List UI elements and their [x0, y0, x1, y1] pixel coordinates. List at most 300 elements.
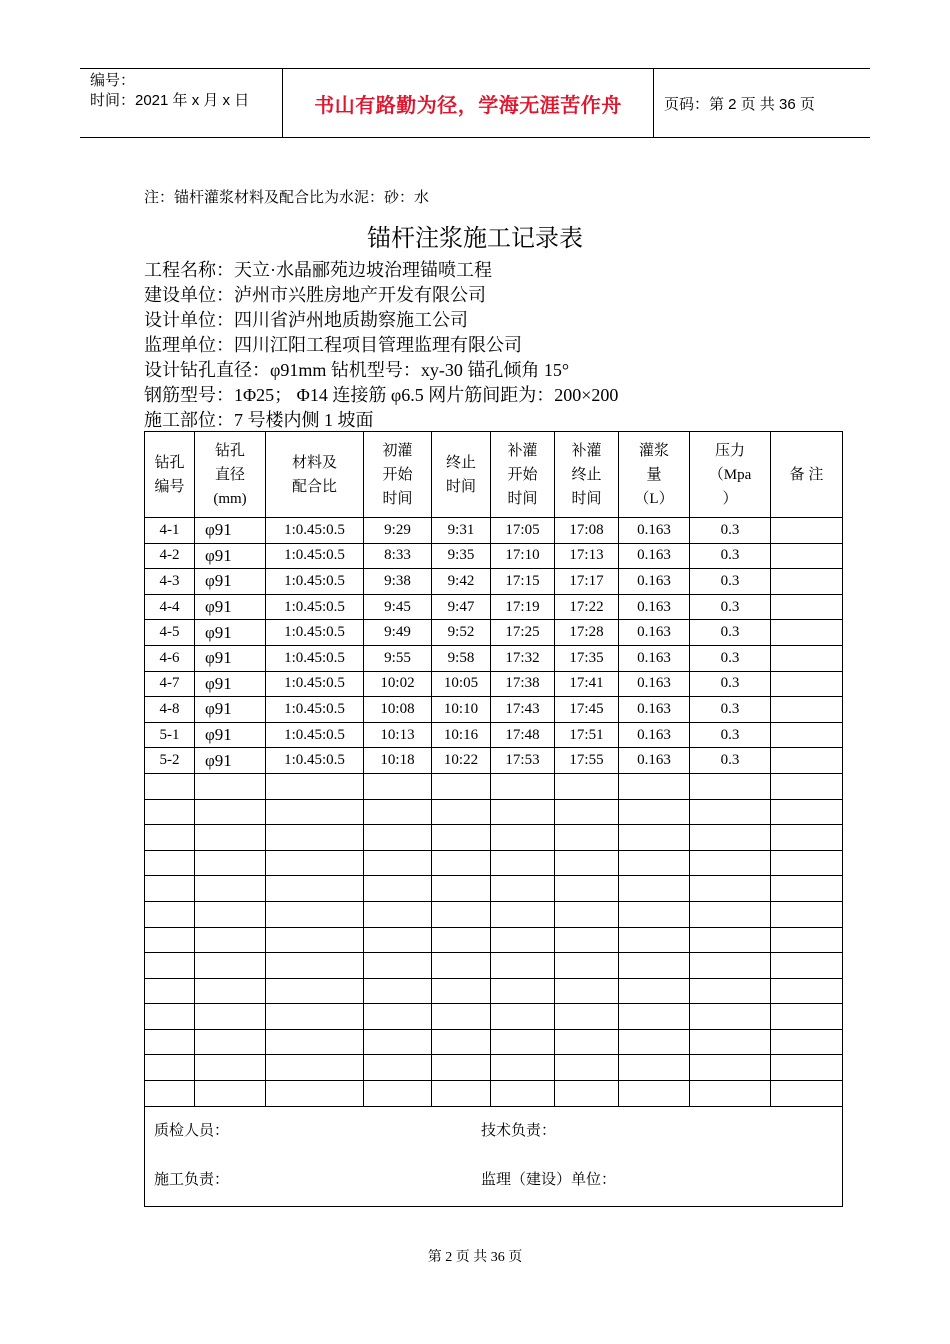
table-cell [266, 927, 364, 953]
table-cell [266, 1029, 364, 1055]
table-cell [771, 543, 843, 569]
table-cell: 0.3 [690, 569, 771, 595]
table-cell [619, 927, 690, 953]
table-cell [555, 799, 619, 825]
table-cell: 1:0.45:0.5 [266, 748, 364, 774]
table-cell [771, 850, 843, 876]
table-cell [195, 927, 266, 953]
table-row [145, 773, 843, 799]
table-cell [266, 773, 364, 799]
column-header-line: 初灌 [382, 442, 413, 459]
table-cell: 17:13 [555, 543, 619, 569]
table-row [145, 697, 843, 723]
table-cell [771, 799, 843, 825]
table-cell: 17:17 [555, 569, 619, 595]
table-cell: 0.163 [619, 594, 690, 620]
table-row [145, 1029, 843, 1055]
table-cell [491, 1004, 555, 1030]
table-cell: 17:48 [491, 722, 555, 748]
table-cell [771, 697, 843, 723]
table-cell [771, 722, 843, 748]
table-cell [364, 953, 432, 979]
table-cell [145, 978, 195, 1004]
table-cell [432, 953, 491, 979]
table-cell: 4-5 [145, 620, 195, 646]
column-header-line: 时间 [382, 490, 413, 507]
table-cell [266, 901, 364, 927]
table-cell [771, 645, 843, 671]
column-header-line: 时间 [445, 478, 476, 495]
table-cell [491, 773, 555, 799]
table-row [145, 1081, 843, 1107]
table-cell: 9:45 [364, 594, 432, 620]
column-header-line: 开始 [507, 466, 538, 483]
column-header-line: 压力 [714, 442, 745, 459]
table-body [145, 518, 843, 1107]
table-cell [555, 773, 619, 799]
table-cell: 17:43 [491, 697, 555, 723]
column-header-line: 直径 [214, 466, 245, 483]
column-header-line: 终止 [571, 466, 602, 483]
table-cell [491, 978, 555, 1004]
table-cell [491, 850, 555, 876]
construction-lead-label: 施工负责： [154, 1171, 230, 1188]
table-cell [619, 953, 690, 979]
table-cell: 10:22 [432, 748, 491, 774]
table-cell: 0.163 [619, 569, 690, 595]
table-cell [491, 1081, 555, 1107]
table-cell: 9:49 [364, 620, 432, 646]
table-cell [555, 901, 619, 927]
table-cell [266, 850, 364, 876]
table-row [145, 518, 843, 544]
table-cell: 4-2 [145, 543, 195, 569]
table-cell [364, 1029, 432, 1055]
table-cell [771, 671, 843, 697]
column-header [771, 432, 843, 518]
table-cell [555, 978, 619, 1004]
header-motto: 书山有路勤为径，学海无涯苦作舟 [282, 69, 654, 137]
table-cell [364, 773, 432, 799]
table-cell [771, 1081, 843, 1107]
column-header-line: 钻孔 [214, 442, 245, 459]
table-cell: 1:0.45:0.5 [266, 543, 364, 569]
technical-lead-label: 技术负责： [481, 1122, 557, 1139]
table-cell: 1:0.45:0.5 [266, 518, 364, 544]
table-cell: φ91 [195, 518, 266, 544]
table-cell [432, 799, 491, 825]
table-cell: 0.3 [690, 543, 771, 569]
table-cell [771, 978, 843, 1004]
table-cell [195, 953, 266, 979]
table-cell [619, 1004, 690, 1030]
table-cell: 0.3 [690, 518, 771, 544]
table-row [145, 978, 843, 1004]
table-cell [432, 850, 491, 876]
table-cell: 9:42 [432, 569, 491, 595]
table-cell: 1:0.45:0.5 [266, 722, 364, 748]
table-header-row [145, 432, 843, 518]
table-cell [690, 825, 771, 851]
header-page-info: 页码：第 2 页 共 36 页 [664, 95, 815, 113]
material-note: 注：锚杆灌浆材料及配合比为水泥：砂：水 [144, 190, 430, 206]
table-cell: 4-3 [145, 569, 195, 595]
project-info-line: 监理单位：四川江阳工程项目管理监理有限公司 [144, 335, 522, 355]
table-cell [619, 1081, 690, 1107]
table-cell: 17:25 [491, 620, 555, 646]
table-cell: 0.3 [690, 697, 771, 723]
table-cell [619, 978, 690, 1004]
table-cell [364, 1055, 432, 1081]
table-row [145, 748, 843, 774]
table-cell: 5-1 [145, 722, 195, 748]
table-cell: 0.163 [619, 748, 690, 774]
table-cell [771, 876, 843, 902]
column-header-line: ） [722, 490, 738, 507]
table-row [145, 620, 843, 646]
table-row [145, 825, 843, 851]
project-info-line: 钢筋型号：1Φ25； Φ14 连接筋 φ6.5 网片筋间距为：200×200 [144, 385, 619, 405]
table-cell [690, 1004, 771, 1030]
table-cell [364, 927, 432, 953]
table-cell [619, 901, 690, 927]
table-cell [432, 1055, 491, 1081]
table-cell: 17:53 [491, 748, 555, 774]
table-cell: 1:0.45:0.5 [266, 645, 364, 671]
table-cell: 9:52 [432, 620, 491, 646]
table-cell: 10:05 [432, 671, 491, 697]
table-row [145, 543, 843, 569]
table-cell [195, 825, 266, 851]
project-info [144, 258, 618, 433]
table-cell: 10:18 [364, 748, 432, 774]
table-cell [690, 978, 771, 1004]
table-cell [145, 850, 195, 876]
table-cell [364, 901, 432, 927]
table-row [145, 594, 843, 620]
table-cell [619, 1055, 690, 1081]
table-cell [145, 953, 195, 979]
table-cell [364, 799, 432, 825]
table-cell: 1:0.45:0.5 [266, 594, 364, 620]
table-cell [690, 850, 771, 876]
column-header [195, 432, 266, 518]
table-row [145, 953, 843, 979]
table-cell [690, 901, 771, 927]
table-cell: 8:33 [364, 543, 432, 569]
document-title: 锚杆注浆施工记录表 [367, 226, 583, 252]
table-cell [690, 799, 771, 825]
table-cell [364, 978, 432, 1004]
table-cell: 5-2 [145, 748, 195, 774]
table-cell: 17:41 [555, 671, 619, 697]
project-info-line: 设计钻孔直径：φ91mm 钻机型号：xy-30 锚孔倾角 15° [144, 360, 570, 380]
table-cell: φ91 [195, 671, 266, 697]
column-header-line: 灌浆 [638, 442, 669, 459]
table-cell [432, 978, 491, 1004]
table-cell [364, 1081, 432, 1107]
page-footer: 第 2 页 共 36 页 [427, 1250, 523, 1265]
table-cell [266, 1055, 364, 1081]
table-cell: 0.3 [690, 671, 771, 697]
table-cell [491, 953, 555, 979]
signature-row [145, 1106, 843, 1206]
table-row [145, 645, 843, 671]
table-cell: 17:22 [555, 594, 619, 620]
table-cell [195, 1029, 266, 1055]
table-cell [145, 1055, 195, 1081]
table-cell: 4-1 [145, 518, 195, 544]
table-cell: 0.3 [690, 748, 771, 774]
table-cell [555, 825, 619, 851]
column-header-line: 时间 [571, 490, 602, 507]
table-cell [555, 953, 619, 979]
table-cell: 0.163 [619, 671, 690, 697]
table-cell [145, 901, 195, 927]
column-header [555, 432, 619, 518]
table-cell: 1:0.45:0.5 [266, 697, 364, 723]
table-cell: 17:32 [491, 645, 555, 671]
table-cell [619, 1029, 690, 1055]
table-cell: 10:16 [432, 722, 491, 748]
table-row [145, 722, 843, 748]
table-cell: 17:08 [555, 518, 619, 544]
table-cell: 0.3 [690, 645, 771, 671]
table-cell [491, 927, 555, 953]
table-cell [690, 1081, 771, 1107]
table-cell: 9:58 [432, 645, 491, 671]
table-cell [555, 927, 619, 953]
table-row [145, 1055, 843, 1081]
table-cell [619, 850, 690, 876]
table-cell: 17:55 [555, 748, 619, 774]
table-cell: 17:35 [555, 645, 619, 671]
table-cell: 0.163 [619, 645, 690, 671]
table-cell [432, 1029, 491, 1055]
table-cell [432, 876, 491, 902]
table-cell: 0.3 [690, 722, 771, 748]
table-cell [491, 876, 555, 902]
table-cell: 0.163 [619, 543, 690, 569]
table-cell: 4-4 [145, 594, 195, 620]
table-cell [619, 876, 690, 902]
table-cell [771, 927, 843, 953]
table-cell [690, 1055, 771, 1081]
table-cell [771, 825, 843, 851]
table-cell: 4-8 [145, 697, 195, 723]
column-header-line: 开始 [382, 466, 413, 483]
table-row [145, 569, 843, 595]
signature-cell [145, 1106, 843, 1206]
table-cell [491, 825, 555, 851]
table-cell [266, 876, 364, 902]
table-cell: φ91 [195, 569, 266, 595]
table-cell [145, 927, 195, 953]
column-header [690, 432, 771, 518]
table-cell: 9:38 [364, 569, 432, 595]
table-cell [771, 773, 843, 799]
table-cell [266, 1004, 364, 1030]
table-cell: 0.3 [690, 620, 771, 646]
table-cell [771, 594, 843, 620]
table-cell [491, 1029, 555, 1055]
document-number-label: 编号： [90, 72, 136, 89]
table-cell [195, 978, 266, 1004]
table-cell [619, 773, 690, 799]
column-header-line: (mm) [213, 490, 247, 507]
page-header [80, 68, 870, 138]
table-cell [266, 825, 364, 851]
table-cell: 1:0.45:0.5 [266, 620, 364, 646]
column-header [364, 432, 432, 518]
table-cell: φ91 [195, 722, 266, 748]
column-header-line: 补灌 [507, 442, 538, 459]
table-cell: 9:47 [432, 594, 491, 620]
table-cell [690, 953, 771, 979]
table-cell [491, 901, 555, 927]
table-row [145, 876, 843, 902]
table-cell [145, 1029, 195, 1055]
table-cell [195, 876, 266, 902]
table-cell [491, 1055, 555, 1081]
column-header [432, 432, 491, 518]
table-cell [364, 825, 432, 851]
table-cell [555, 1004, 619, 1030]
table-cell: 9:35 [432, 543, 491, 569]
table-cell: 17:45 [555, 697, 619, 723]
table-cell: 17:10 [491, 543, 555, 569]
table-cell [771, 620, 843, 646]
table-cell: 10:02 [364, 671, 432, 697]
table-row [145, 799, 843, 825]
column-header-line: 补灌 [571, 442, 602, 459]
table-cell [432, 901, 491, 927]
column-header-line: 钻孔 [154, 454, 185, 471]
table-cell [771, 569, 843, 595]
table-cell [266, 1081, 364, 1107]
table-cell: 17:05 [491, 518, 555, 544]
table-cell: 4-7 [145, 671, 195, 697]
table-row [145, 927, 843, 953]
table-cell: 0.163 [619, 620, 690, 646]
supervision-unit-label: 监理（建设）单位： [481, 1171, 617, 1188]
table-cell [690, 1029, 771, 1055]
project-info-line: 工程名称：天立·水晶郦苑边坡治理锚喷工程 [144, 260, 492, 280]
table-cell [266, 978, 364, 1004]
table-cell [619, 825, 690, 851]
table-cell: 10:08 [364, 697, 432, 723]
table-cell [195, 1055, 266, 1081]
column-header-line: 配合比 [291, 478, 337, 495]
table-cell [145, 1004, 195, 1030]
table-cell: 17:51 [555, 722, 619, 748]
table-cell [555, 1055, 619, 1081]
table-cell [145, 876, 195, 902]
table-cell [690, 927, 771, 953]
table-cell: φ91 [195, 594, 266, 620]
table-cell [266, 953, 364, 979]
column-header [491, 432, 555, 518]
header-meta [80, 69, 282, 137]
table-cell: φ91 [195, 543, 266, 569]
table-cell: 17:38 [491, 671, 555, 697]
table-cell: 0.163 [619, 518, 690, 544]
column-header-line: 备 注 [789, 466, 824, 483]
table-cell [145, 1081, 195, 1107]
table-cell [432, 1081, 491, 1107]
table-cell: 1:0.45:0.5 [266, 671, 364, 697]
table-cell: 17:19 [491, 594, 555, 620]
table-cell [555, 1029, 619, 1055]
column-header-line: （Mpa [708, 466, 752, 483]
table-cell [145, 825, 195, 851]
table-row [145, 850, 843, 876]
table-cell [364, 1004, 432, 1030]
project-info-line: 施工部位：7 号楼内侧 1 坡面 [144, 410, 374, 430]
table-cell [771, 1029, 843, 1055]
table-cell [145, 773, 195, 799]
table-cell: 4-6 [145, 645, 195, 671]
table-cell [771, 1055, 843, 1081]
table-cell: 10:10 [432, 697, 491, 723]
table-cell [195, 799, 266, 825]
column-header-line: 终止 [445, 454, 476, 471]
table-cell [432, 1004, 491, 1030]
table-cell [195, 901, 266, 927]
table-cell [771, 748, 843, 774]
table-cell [195, 850, 266, 876]
column-header [266, 432, 364, 518]
table-cell [432, 927, 491, 953]
table-cell [555, 876, 619, 902]
table-cell [195, 1004, 266, 1030]
table-cell: 0.163 [619, 722, 690, 748]
table-row [145, 901, 843, 927]
table-cell: φ91 [195, 748, 266, 774]
table-cell [690, 876, 771, 902]
table-cell: 9:55 [364, 645, 432, 671]
table-cell [364, 850, 432, 876]
table-cell [491, 799, 555, 825]
table-cell [555, 850, 619, 876]
table-cell: 0.163 [619, 697, 690, 723]
table-cell [771, 901, 843, 927]
table-row [145, 671, 843, 697]
table-cell [771, 518, 843, 544]
column-header-line: 量 [646, 466, 662, 483]
grouting-record-table [144, 431, 843, 1207]
column-header-line: 编号 [154, 478, 185, 495]
table-row [145, 1004, 843, 1030]
table-cell [195, 1081, 266, 1107]
table-cell: φ91 [195, 645, 266, 671]
table-cell: φ91 [195, 697, 266, 723]
table-cell: 17:28 [555, 620, 619, 646]
table-cell [145, 799, 195, 825]
project-info-line: 建设单位：泸州市兴胜房地产开发有限公司 [144, 285, 486, 305]
table-cell: 9:29 [364, 518, 432, 544]
table-cell: φ91 [195, 620, 266, 646]
column-header [145, 432, 195, 518]
column-header-line: 时间 [507, 490, 538, 507]
project-info-line: 设计单位：四川省泸州地质勘察施工公司 [144, 310, 468, 330]
table-cell [771, 953, 843, 979]
table-cell [364, 876, 432, 902]
column-header [619, 432, 690, 518]
table-cell: 9:31 [432, 518, 491, 544]
column-header-line: 材料及 [291, 454, 337, 471]
document-date: 时间：2021 年 x 月 x 日 [90, 92, 250, 109]
